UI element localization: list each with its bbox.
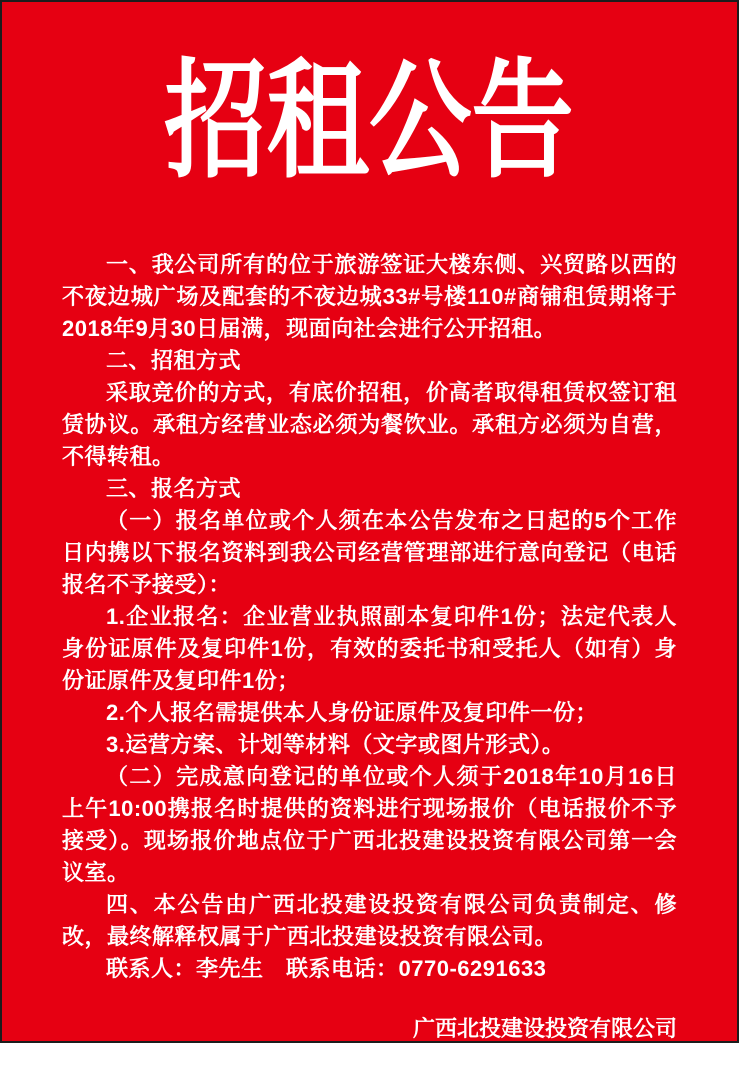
paragraph-section2-heading: 二、招租方式 [106, 348, 242, 374]
announcement-body [2, 249, 737, 985]
poster-title-text: 招租公告 [164, 46, 575, 196]
paragraph-contact: 联系人：李先生 联系电话：0770-6291633 [106, 956, 547, 982]
signature-company: 广西北投建设投资有限公司 [412, 1016, 677, 1042]
signature-block [413, 1011, 677, 1081]
paragraph-bidding: （二）完成意向登记的单位或个人须于2018年10月16日上午10:00携报名时提供的资料进行现场报价（电话报价不予接受）。现场报价地点位于广西北投建设投资有限公司第一会议室。 [62, 764, 677, 886]
paragraph-intro: 一、我公司所有的位于旅游签证大楼东侧、兴贸路以西的不夜边城广场及配套的不夜边城33#号楼110#商铺租赁期将于2018年9月30日届满，现面向社会进行公开招租。 [62, 252, 677, 342]
paragraph-section2-body: 采取竞价的方式，有底价招租，价高者取得租赁权签订租赁协议。承租方经营业态必须为餐饮业。承租方必须为自营，不得转租。 [62, 380, 677, 470]
poster-title [2, 46, 737, 196]
paragraph-section3-heading: 三、报名方式 [106, 476, 242, 502]
paragraph-item1-company: 1.企业报名：企业营业执照副本复印件1份；法定代表人身份证原件及复印件1份，有效的委托书和受托人（如有）身份证原件及复印件1份； [62, 604, 677, 694]
paragraph-section4: 四、本公告由广西北投建设投资有限公司负责制定、修改，最终解释权属于广西北投建设投资有限公司。 [62, 892, 677, 950]
paragraph-registration: （一）报名单位或个人须在本公告发布之日起的5个工作日内携以下报名资料到我公司经营管理部进行意向登记（电话报名不予接受）： [62, 508, 677, 598]
paragraph-item2-individual: 2.个人报名需提供本人身份证原件及复印件一份； [106, 700, 598, 726]
signature-date: 2018年9月30日 [469, 1051, 621, 1077]
paragraph-item3-materials: 3.运营方案、计划等材料（文字或图片形式）。 [106, 732, 565, 758]
